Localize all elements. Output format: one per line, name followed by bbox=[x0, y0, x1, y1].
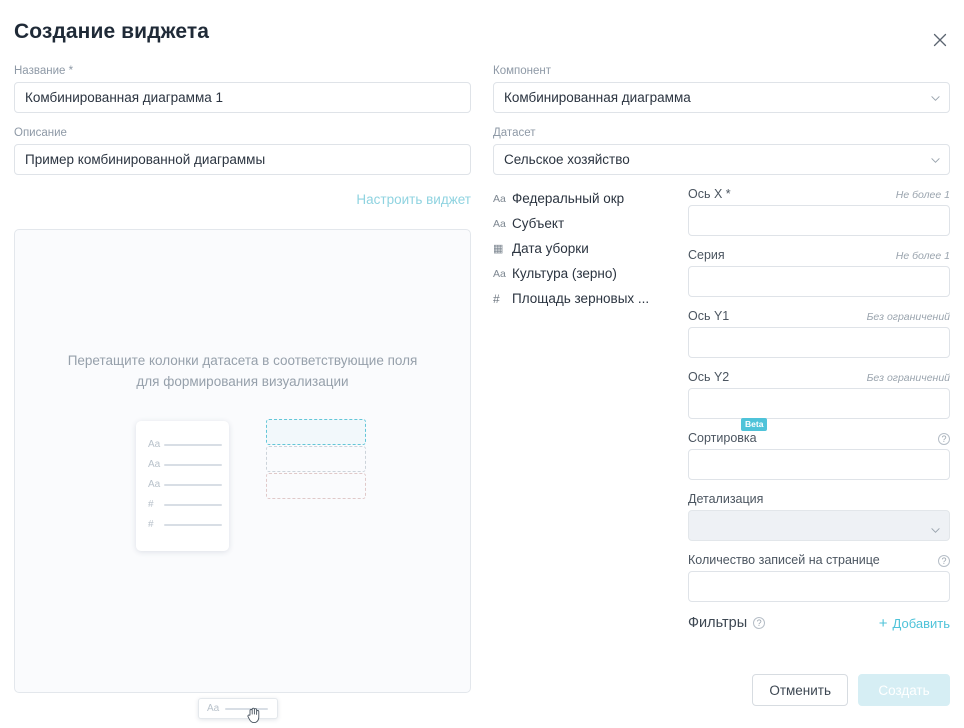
column-name: Культура (зерно) bbox=[512, 266, 617, 281]
shelf-dropzone-axis-y1[interactable] bbox=[688, 327, 950, 358]
list-item[interactable] bbox=[493, 261, 673, 286]
page-title: Создание виджета bbox=[14, 20, 209, 43]
dropzone-hint-line2: для формирования визуализации bbox=[136, 374, 349, 389]
column-type-text-icon: Aa bbox=[493, 192, 506, 205]
help-icon[interactable]: ? bbox=[938, 555, 950, 567]
shelf-series bbox=[688, 247, 950, 297]
beta-badge: Beta bbox=[741, 418, 767, 431]
illustration-row-bar bbox=[164, 484, 222, 486]
widget-description-label: Описание bbox=[14, 127, 67, 139]
shelf-sorting bbox=[688, 419, 950, 480]
illustration-row-glyph: Aa bbox=[148, 479, 161, 490]
shelf-axis-x bbox=[688, 186, 950, 236]
illustration-column-card bbox=[136, 421, 229, 551]
dataset-columns-list bbox=[493, 186, 673, 311]
component-field bbox=[493, 64, 950, 113]
filters-label-group bbox=[688, 615, 765, 631]
shelf-label bbox=[688, 419, 764, 445]
list-item[interactable] bbox=[493, 286, 673, 311]
illustration-row-bar bbox=[164, 444, 222, 446]
left-column bbox=[14, 64, 471, 175]
illustration-row bbox=[148, 460, 222, 470]
shelf-label: Детализация bbox=[688, 492, 764, 506]
shelf-dropzone-series[interactable] bbox=[688, 266, 950, 297]
illustration-row bbox=[148, 480, 222, 490]
shelf-limit: Без ограничений bbox=[866, 311, 950, 323]
shelf-dropzone-sorting[interactable] bbox=[688, 449, 950, 480]
shelf-label: Количество записей на странице bbox=[688, 553, 880, 567]
component-select-value: Комбинированная диаграмма bbox=[504, 90, 691, 105]
column-name: Площадь зерновых ... bbox=[512, 291, 650, 306]
shelf-limit: Не более 1 bbox=[895, 250, 950, 262]
drag-chip-glyph: Aa bbox=[207, 703, 220, 714]
shelf-dropzone-axis-y2[interactable] bbox=[688, 388, 950, 419]
plus-icon: + bbox=[878, 614, 888, 632]
help-icon[interactable]: ? bbox=[938, 433, 950, 445]
illustration-slot bbox=[266, 473, 366, 499]
illustration-row bbox=[148, 440, 222, 450]
widget-description-field bbox=[14, 126, 471, 175]
dataset-select-value: Сельское хозяйство bbox=[504, 152, 630, 167]
component-select[interactable] bbox=[493, 82, 950, 113]
filters-label: Фильтры bbox=[688, 615, 748, 631]
filters-section bbox=[688, 615, 950, 631]
illustration-row-glyph: Aa bbox=[148, 439, 161, 450]
dataset-label: Датасет bbox=[493, 127, 536, 139]
list-item[interactable] bbox=[493, 211, 673, 236]
help-icon[interactable]: ? bbox=[753, 617, 765, 629]
illustration-slot bbox=[266, 446, 366, 472]
illustration-row bbox=[148, 500, 222, 510]
shelf-records-per-page bbox=[688, 552, 950, 602]
chevron-down-icon bbox=[931, 522, 940, 531]
shelf-select-detalization bbox=[688, 510, 950, 541]
column-type-text-icon: Aa bbox=[493, 267, 506, 280]
widget-description-input[interactable] bbox=[14, 144, 471, 175]
column-type-date-icon: ▦ bbox=[493, 243, 504, 255]
illustration-slot-active bbox=[266, 419, 366, 445]
list-item[interactable] bbox=[493, 186, 673, 211]
shelf-axis-y2 bbox=[688, 369, 950, 419]
chevron-down-icon bbox=[931, 156, 940, 165]
column-name: Дата уборки bbox=[512, 241, 589, 256]
illustration-row-glyph: # bbox=[148, 499, 154, 510]
grab-cursor-icon bbox=[246, 706, 262, 728]
widget-name-label: Название * bbox=[14, 65, 74, 77]
create-button[interactable]: Создать bbox=[858, 674, 950, 706]
shelf-limit: Не более 1 bbox=[895, 189, 950, 201]
cancel-button[interactable]: Отменить bbox=[752, 674, 848, 706]
illustration-row bbox=[148, 520, 222, 530]
shelf-label: Серия bbox=[688, 248, 725, 262]
shelf-limit: Без ограничений bbox=[866, 372, 950, 384]
list-item[interactable] bbox=[493, 236, 673, 261]
dataset-field bbox=[493, 126, 950, 175]
component-label: Компонент bbox=[493, 65, 551, 77]
column-name: Субъект bbox=[512, 216, 565, 231]
drag-illustration bbox=[15, 230, 472, 714]
shelf-label: Ось Y2 bbox=[688, 370, 730, 384]
illustration-row-glyph: Aa bbox=[148, 459, 161, 470]
widget-preview-dropzone[interactable] bbox=[14, 229, 471, 714]
configure-widget-link[interactable]: Настроить виджет bbox=[356, 192, 471, 207]
shelf-label-text: Сортировка bbox=[688, 431, 757, 445]
shelf-axis-y1 bbox=[688, 308, 950, 358]
records-per-page-input[interactable] bbox=[688, 571, 950, 602]
illustration-row-bar bbox=[164, 524, 222, 526]
illustration-row-bar bbox=[164, 504, 222, 506]
column-name: Федеральный окр bbox=[512, 191, 625, 206]
shelf-dropzone-axis-x[interactable] bbox=[688, 205, 950, 236]
shelf-label: Ось X * bbox=[688, 187, 731, 201]
widget-name-input[interactable] bbox=[14, 82, 471, 113]
dataset-select[interactable] bbox=[493, 144, 950, 175]
dialog-footer bbox=[752, 674, 950, 705]
add-filter-label: Добавить bbox=[892, 615, 950, 631]
widget-name-field bbox=[14, 64, 471, 113]
illustration-row-bar bbox=[164, 464, 222, 466]
chevron-down-icon bbox=[931, 94, 940, 103]
illustration-drag-chip bbox=[198, 698, 278, 719]
shelf-label: Ось Y1 bbox=[688, 309, 730, 323]
shelves-panel bbox=[688, 186, 950, 613]
add-filter-button[interactable] bbox=[879, 616, 950, 631]
right-column bbox=[493, 64, 950, 175]
close-icon[interactable] bbox=[930, 30, 950, 50]
dropzone-hint-line1: Перетащите колонки датасета в соответствующие поля bbox=[67, 353, 418, 368]
shelf-detalization bbox=[688, 491, 950, 541]
illustration-row-glyph: # bbox=[148, 519, 154, 530]
column-type-number-icon: # bbox=[493, 291, 500, 306]
column-type-text-icon: Aa bbox=[493, 217, 506, 230]
